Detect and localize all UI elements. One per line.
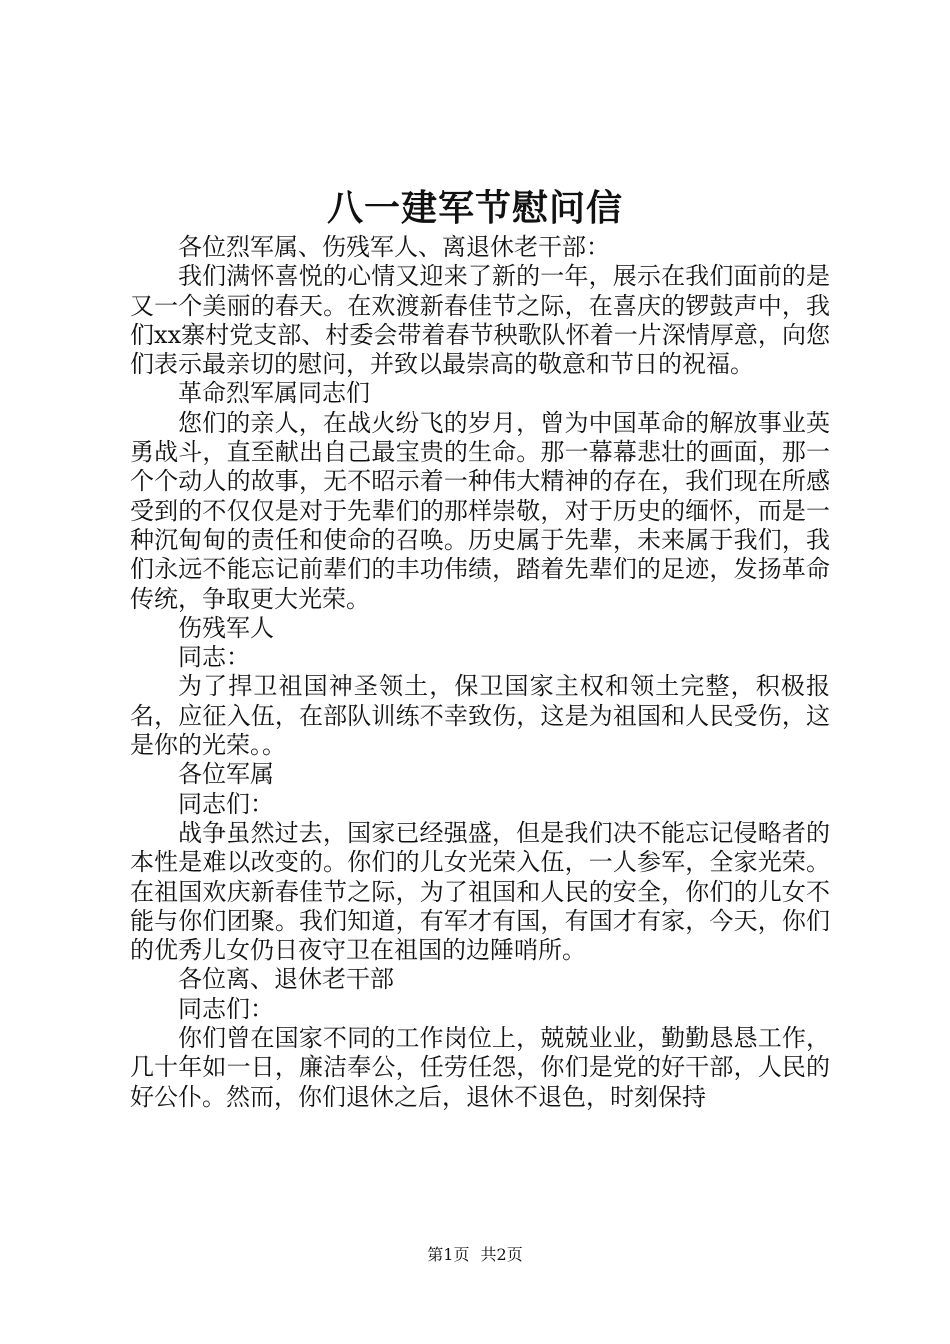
paragraph-military-families: 战争虽然过去，国家已经强盛，但是我们决不能忘记侵略者的本性是难以改变的。你们的儿女光荣入伍，一人参军，全家光荣。在祖国欢庆新春佳节之际，为了祖国和人民的安全，你们的儿女不能与你们团聚。我们知道，有军才有国，有国才有家，今天，你们的优秀儿女仍日夜守卫在祖国的边陲哨所。 bbox=[130, 818, 830, 965]
address-comrade: 同志： bbox=[178, 643, 250, 672]
paragraph-opening: 我们满怀喜悦的心情又迎来了新的一年，展示在我们面前的是又一个美丽的春天。在欢渡新春佳节之际，在喜庆的锣鼓声中，我们xx寨村党支部、村委会带着春节秧歌队怀着一片深情厚意，向您们表示最亲切的慰问，并致以最崇高的敬意和节日的祝福。 bbox=[130, 262, 830, 379]
heading-military-families: 各位军属 bbox=[178, 760, 274, 789]
salutation: 各位烈军属、伤残军人、离退休老干部： bbox=[178, 233, 610, 261]
paragraph-disabled-soldiers: 为了捍卫祖国神圣领土，保卫国家主权和领土完整，积极报名，应征入伍，在部队训练不幸致伤，这是为祖国和人民受伤，这是你的光荣。。 bbox=[130, 672, 830, 760]
address-comrades-2: 同志们： bbox=[178, 994, 274, 1023]
paragraph-martyr-families: 您们的亲人，在战火纷飞的岁月，曾为中国革命的解放事业英勇战斗，直至献出自己最宝贵的生命。那一幕幕悲壮的画面，那一个个动人的故事，无不昭示着一种伟大精神的存在，我们现在所感受到的不仅仅是对于先辈们的那样崇敬，对于历史的缅怀，而是一种沉甸甸的责任和使命的召唤。历史属于先辈，未来属于我们，我们永远不能忘记前辈们的丰功伟绩，踏着先辈们的足迹，发扬革命传统，争取更大光荣。 bbox=[130, 408, 830, 613]
letter-body bbox=[130, 233, 830, 1112]
heading-retired-cadres: 各位离、退休老干部 bbox=[178, 965, 394, 994]
page-number: 第1页 bbox=[427, 1245, 470, 1264]
address-comrades-1: 同志们： bbox=[178, 789, 274, 818]
heading-disabled-soldiers: 伤残军人 bbox=[178, 613, 274, 642]
document-title: 八一建军节慰问信 bbox=[326, 187, 623, 229]
page-total: 共2页 bbox=[480, 1245, 523, 1264]
paragraph-retired-cadres: 你们曾在国家不同的工作岗位上，兢兢业业，勤勤恳恳工作，几十年如一日，廉洁奉公，任劳任怨，你们是党的好干部，人民的好公仆。然而，你们退休之后，退休不退色，时刻保持 bbox=[130, 1024, 830, 1111]
heading-martyr-families: 革命烈军属同志们 bbox=[178, 379, 370, 408]
page-footer bbox=[0, 1243, 950, 1267]
